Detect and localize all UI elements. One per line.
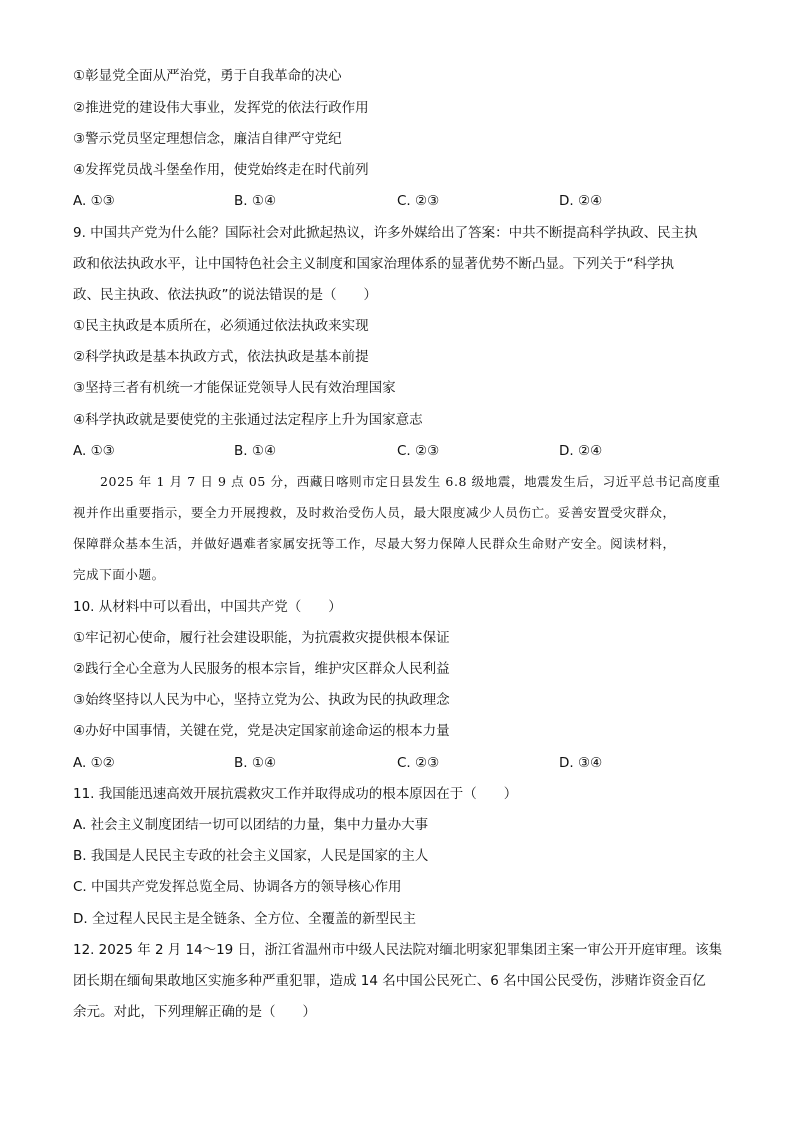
q8-option-b: B. ①④ — [234, 193, 277, 209]
material-line-3: 保障群众基本生活，并做好遇难者家属安抚等工作，尽最大努力保障人民群众生命财产安全。阅读材料， — [73, 536, 676, 551]
q10-option-c: C. ②③ — [397, 755, 440, 771]
material-line-1: 2025 年 1 月 7 日 9 点 05 分，西藏日喀则市定日县发生 6.8 级地震，地震发生后，习近平总书记高度重 — [100, 474, 721, 489]
q9-stem-line-3: 政、民主执政、依法执政”的说法错误的是（ ） — [73, 287, 377, 303]
q11-option-b: B. 我国是人民民主专政的社会主义国家，人民是国家的主人 — [73, 848, 429, 864]
q11-option-d: D. 全过程人民民主是全链条、全方位、全覆盖的新型民主 — [73, 911, 416, 927]
q10-statement-1: ①牢记初心使命，履行社会建设职能，为抗震救灾提供根本保证 — [73, 630, 450, 646]
q9-stem-line-2: 政和依法执政水平，让中国特色社会主义制度和国家治理体系的显著优势不断凸显。下列关于“科学执 — [73, 256, 674, 272]
q8-statement-1: ①彰显党全面从严治党，勇于自我革命的决心 — [73, 68, 342, 84]
q8-statement-2: ②推进党的建设伟大事业，发挥党的依法行政作用 — [73, 100, 369, 116]
material-line-2: 视并作出重要指示，要全力开展搜救，及时救治受伤人员，最大限度减少人员伤亡。妥善安置受灾群众， — [73, 505, 676, 520]
q8-statement-3: ③警示党员坚定理想信念，廉洁自律严守党纪 — [73, 131, 342, 147]
q9-option-d: D. ②④ — [559, 443, 603, 459]
q10-option-d: D. ③④ — [559, 755, 603, 771]
q12-stem-line-1: 12. 2025 年 2 月 14～19 日，浙江省温州市中级人民法院对缅北明家犯罪集团主案一审公开开庭审理。该集 — [73, 942, 723, 958]
q10-stem: 10. 从材料中可以看出，中国共产党（ ） — [73, 599, 342, 615]
material-line-4: 完成下面小题。 — [73, 567, 165, 582]
q9-option-a: A. ①③ — [73, 443, 115, 459]
q10-option-b: B. ①④ — [234, 755, 277, 771]
q12-stem-line-3: 余元。对此，下列理解正确的是（ ） — [73, 1004, 316, 1020]
q10-statement-4: ④办好中国事情，关键在党，党是决定国家前途命运的根本力量 — [73, 723, 450, 739]
q9-option-c: C. ②③ — [397, 443, 440, 459]
q9-statement-2: ②科学执政是基本执政方式，依法执政是基本前提 — [73, 349, 369, 365]
q11-option-c: C. 中国共产党发挥总览全局、协调各方的领导核心作用 — [73, 879, 402, 895]
q9-option-b: B. ①④ — [234, 443, 277, 459]
q11-option-a: A. 社会主义制度团结一切可以团结的力量，集中力量办大事 — [73, 817, 429, 833]
q9-stem-line-1: 9. 中国共产党为什么能？国际社会对此掀起热议，许多外媒给出了答案：中共不断提高科学执政、民主执 — [73, 225, 698, 241]
q10-statement-2: ②践行全心全意为人民服务的根本宗旨，维护灾区群众人民利益 — [73, 661, 450, 677]
q8-statement-4: ④发挥党员战斗堡垒作用，使党始终走在时代前列 — [73, 162, 369, 178]
q11-stem: 11. 我国能迅速高效开展抗震救灾工作并取得成功的根本原因在于（ ） — [73, 786, 518, 802]
q10-statement-3: ③始终坚持以人民为中心，坚持立党为公、执政为民的执政理念 — [73, 692, 450, 708]
q10-option-a: A. ①② — [73, 755, 115, 771]
q8-option-d: D. ②④ — [559, 193, 603, 209]
q12-stem-line-2: 团长期在缅甸果敢地区实施多种严重犯罪，造成 14 名中国公民死亡、6 名中国公民受伤，涉赌诈资金百亿 — [73, 973, 706, 989]
q9-statement-3: ③坚持三者有机统一才能保证党领导人民有效治理国家 — [73, 380, 396, 396]
q9-statement-1: ①民主执政是本质所在，必须通过依法执政来实现 — [73, 318, 369, 334]
q8-option-c: C. ②③ — [397, 193, 440, 209]
q9-statement-4: ④科学执政就是要使党的主张通过法定程序上升为国家意志 — [73, 412, 423, 428]
q8-option-a: A. ①③ — [73, 193, 115, 209]
